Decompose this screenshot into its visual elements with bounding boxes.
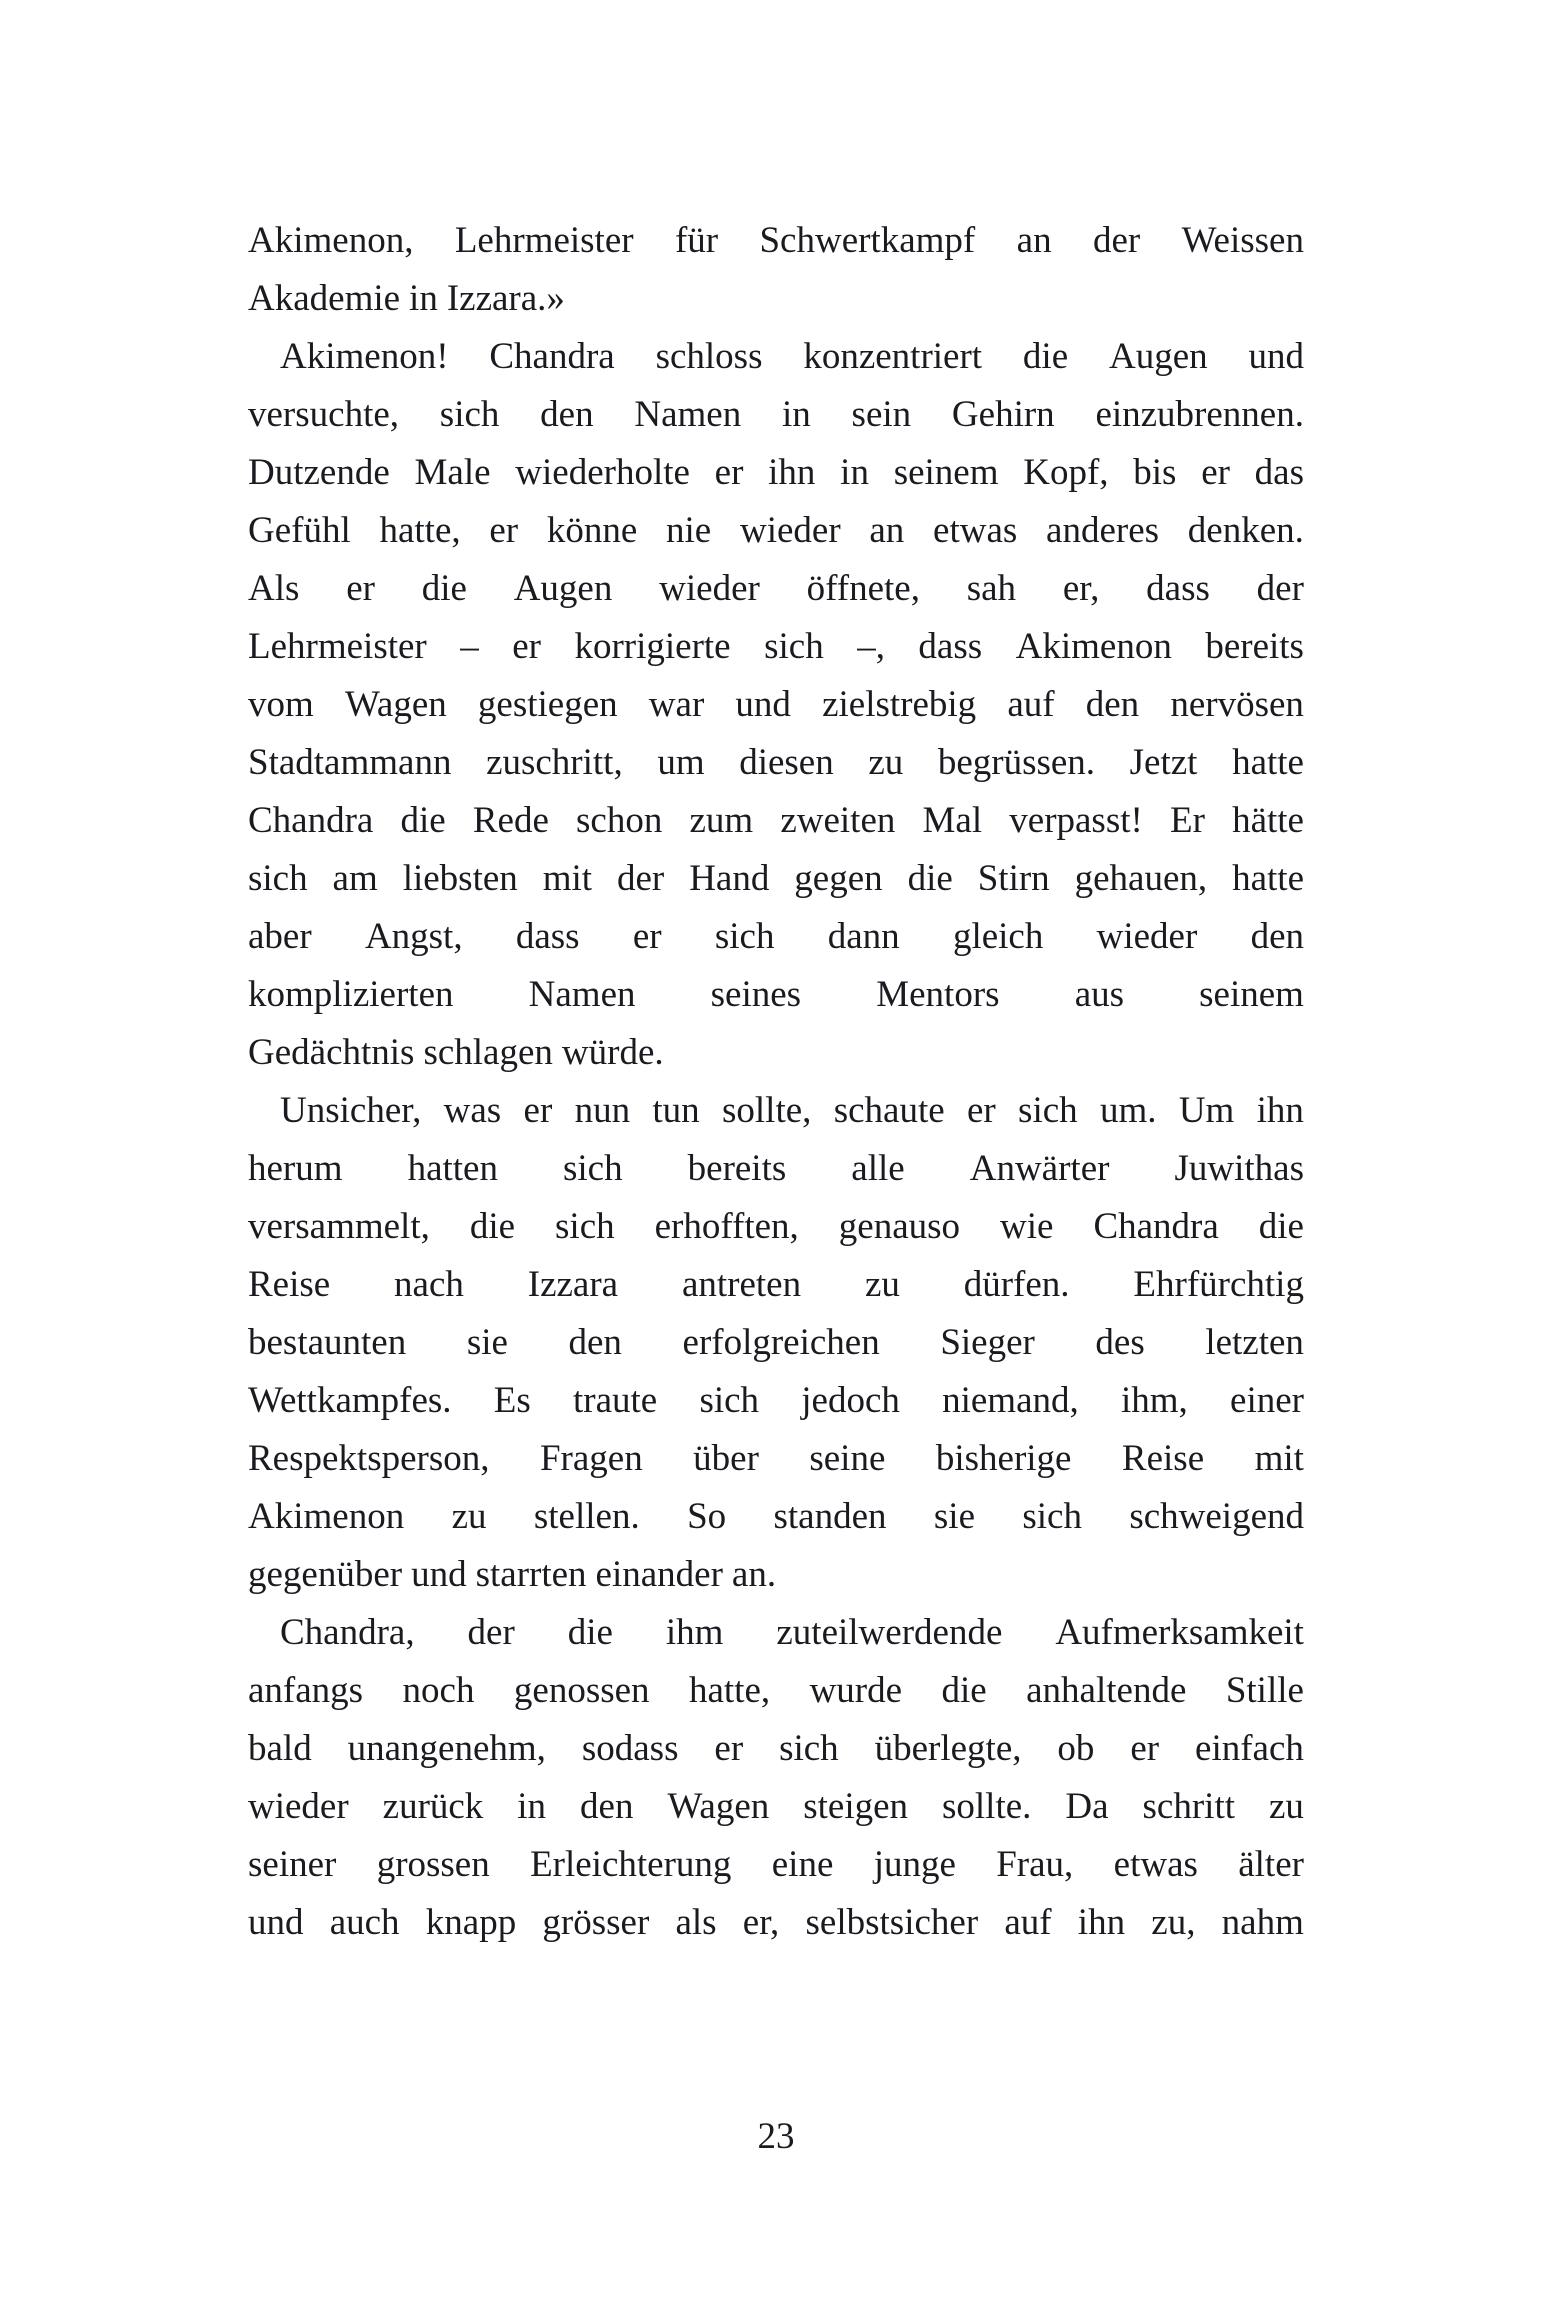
word: gegenüber: [248, 1554, 403, 1595]
word: schaute: [833, 1090, 945, 1131]
word: Namen: [528, 974, 636, 1015]
word: genauso: [838, 1206, 961, 1247]
word: unangenehm,: [347, 1728, 546, 1769]
word: So: [687, 1496, 727, 1537]
word: sich: [1018, 1090, 1078, 1131]
text-line: [248, 1836, 1304, 1894]
word: verpasst!: [1009, 800, 1143, 841]
word: den: [580, 1786, 634, 1827]
word: die: [941, 1670, 987, 1711]
word: Anwärter: [969, 1148, 1110, 1189]
text-line: [248, 908, 1304, 966]
word: Ehrfürchtig: [1133, 1264, 1304, 1305]
word: Augen: [513, 568, 613, 609]
word: ihn: [1077, 1902, 1126, 1943]
word: in: [409, 278, 438, 319]
word: Als: [248, 568, 300, 609]
word: an.: [731, 1554, 777, 1595]
word: in: [782, 394, 811, 435]
word: Reise: [248, 1264, 331, 1305]
word: ihm,: [1120, 1380, 1188, 1421]
word: der: [467, 1612, 515, 1653]
word: schloss: [655, 336, 763, 377]
word: Izzara: [527, 1264, 619, 1305]
word: um: [657, 742, 705, 783]
word: die: [469, 1206, 516, 1247]
word: hatte: [1232, 858, 1304, 899]
word: sollte.: [942, 1786, 1032, 1827]
word: er: [489, 510, 519, 551]
word: Schwertkampf: [759, 220, 976, 261]
word: öffnete,: [806, 568, 920, 609]
word: etwas: [1113, 1844, 1198, 1885]
text-line: [248, 966, 1304, 1024]
word: er: [523, 1090, 553, 1131]
text-line: [248, 1082, 1304, 1140]
word: erfolgreichen: [682, 1322, 880, 1363]
word: wieder: [739, 510, 841, 551]
word: Dutzende: [248, 452, 390, 493]
text-line: [248, 792, 1304, 850]
word: seines: [710, 974, 802, 1015]
word: Chandra: [489, 336, 615, 377]
text-line: [248, 1778, 1304, 1836]
word: er: [512, 626, 541, 667]
word: war: [648, 684, 705, 725]
word: er: [714, 452, 744, 493]
word: sich: [764, 626, 824, 667]
word: dass: [918, 626, 983, 667]
word: Chandra,: [280, 1612, 415, 1653]
word: hatte,: [379, 510, 461, 551]
text-line: [248, 1604, 1304, 1662]
word: Akimenon: [1015, 626, 1172, 667]
word: anderes: [1046, 510, 1160, 551]
word: wie: [1000, 1206, 1054, 1247]
word: Hand: [689, 858, 770, 899]
word: würde.: [561, 1032, 664, 1073]
word: er: [346, 568, 375, 609]
word: zuschritt,: [486, 742, 623, 783]
word: ihm: [665, 1612, 724, 1653]
word: Wettkampfes.: [248, 1380, 452, 1421]
word: der: [1256, 568, 1304, 609]
word: den: [568, 1322, 622, 1363]
word: auf: [1007, 684, 1055, 725]
word: wieder: [1096, 916, 1198, 957]
text-line: [248, 1488, 1304, 1546]
word: steigen: [803, 1786, 909, 1827]
word: Stirn: [977, 858, 1050, 899]
word: nun: [574, 1090, 631, 1131]
word: bereits: [1205, 626, 1304, 667]
word: was: [443, 1090, 502, 1131]
text-line: [248, 212, 1304, 270]
word: bestaunten: [248, 1322, 407, 1363]
word: schlagen: [423, 1032, 553, 1073]
word: niemand,: [942, 1380, 1079, 1421]
word: einer: [1230, 1380, 1304, 1421]
word: er: [632, 916, 662, 957]
word: Akimenon: [248, 1496, 405, 1537]
page-text: [248, 212, 1304, 1952]
word: Wagen: [667, 1786, 770, 1827]
word: die: [1022, 336, 1069, 377]
word: junge: [873, 1844, 956, 1885]
text-line: [248, 1314, 1304, 1372]
word: wurde: [809, 1670, 903, 1711]
word: Gedächtnis: [248, 1032, 415, 1073]
word: dürfen.: [963, 1264, 1070, 1305]
word: seiner: [248, 1844, 337, 1885]
word: Akimenon!: [280, 336, 449, 377]
word: in: [840, 452, 869, 493]
word: Respektsperson,: [248, 1438, 490, 1479]
word: seinem: [893, 452, 999, 493]
word: Unsicher,: [280, 1090, 422, 1131]
word: sodass: [581, 1728, 679, 1769]
word: auf: [1004, 1902, 1052, 1943]
word: alle: [851, 1148, 905, 1189]
word: sie: [933, 1496, 975, 1537]
word: Reise: [1121, 1438, 1205, 1479]
word: Stadtammann: [248, 742, 452, 783]
word: antreten: [681, 1264, 802, 1305]
word: als: [675, 1902, 717, 1943]
word: den: [540, 394, 594, 435]
word: sich: [439, 394, 500, 435]
word: Er: [1169, 800, 1205, 841]
word: Erleichterung: [530, 1844, 732, 1885]
word: aber: [248, 916, 312, 957]
word: knapp: [425, 1902, 517, 1943]
word: Lehrmeister: [454, 220, 634, 261]
text-line: [248, 734, 1304, 792]
word: auch: [329, 1902, 400, 1943]
word: hatte,: [688, 1670, 771, 1711]
word: Gefühl: [248, 510, 351, 551]
text-line: [248, 1198, 1304, 1256]
word: Akimenon,: [248, 220, 414, 261]
word: und: [1248, 336, 1304, 377]
text-line: [248, 676, 1304, 734]
word: dann: [827, 916, 900, 957]
word: Wagen: [344, 684, 447, 725]
word: nach: [394, 1264, 464, 1305]
word: einander: [595, 1554, 723, 1595]
word: Kopf,: [1023, 452, 1109, 493]
word: zu: [1268, 1786, 1304, 1827]
word: tun: [652, 1090, 700, 1131]
word: Chandra: [1093, 1206, 1219, 1247]
word: sie: [466, 1322, 508, 1363]
word: er: [714, 1728, 744, 1769]
word: Gehirn: [951, 394, 1055, 435]
word: stellen.: [533, 1496, 640, 1537]
word: sollte,: [721, 1090, 812, 1131]
text-line: [248, 386, 1304, 444]
word: sich: [699, 1380, 760, 1421]
word: gleich: [952, 916, 1044, 957]
word: zu: [868, 742, 904, 783]
word: die: [421, 568, 467, 609]
word: Es: [493, 1380, 531, 1421]
word: Jetzt: [1129, 742, 1198, 783]
word: nervösen: [1170, 684, 1304, 725]
word: Lehrmeister: [248, 626, 427, 667]
word: selbstsicher: [805, 1902, 979, 1943]
word: starrten: [475, 1554, 587, 1595]
word: Weissen: [1181, 220, 1304, 261]
word: erhofften,: [654, 1206, 799, 1247]
word: sich: [563, 1148, 623, 1189]
word: diesen: [739, 742, 834, 783]
word: hatten: [407, 1148, 498, 1189]
word: schritt: [1142, 1786, 1235, 1827]
word: schweigend: [1129, 1496, 1304, 1537]
word: um.: [1099, 1090, 1157, 1131]
word: über: [693, 1438, 759, 1479]
word: sah: [966, 568, 1017, 609]
word: letzten: [1205, 1322, 1304, 1363]
text-line: [248, 1024, 1304, 1082]
word: den: [1085, 684, 1140, 725]
word: und: [735, 684, 791, 725]
word: wieder: [248, 1786, 349, 1827]
word: das: [1254, 452, 1304, 493]
text-line: [248, 850, 1304, 908]
word: Juwithas: [1174, 1148, 1304, 1189]
word: Mal: [922, 800, 983, 841]
word: anhaltende: [1026, 1670, 1187, 1711]
word: zweiten: [780, 800, 896, 841]
word: Rede: [472, 800, 549, 841]
word: konzentriert: [803, 336, 983, 377]
word: die: [907, 858, 953, 899]
word: er: [966, 1090, 996, 1131]
word: standen: [773, 1496, 887, 1537]
word: nie: [666, 510, 712, 551]
word: ihn: [768, 452, 816, 493]
word: grossen: [376, 1844, 490, 1885]
word: könne: [546, 510, 638, 551]
word: zuteilwerdende: [776, 1612, 1003, 1653]
text-line: [248, 560, 1304, 618]
word: überlegte,: [874, 1728, 1022, 1769]
word: zum: [689, 800, 754, 841]
word: nahm: [1221, 1902, 1304, 1943]
word: denken.: [1187, 510, 1304, 551]
word: liebsten: [402, 858, 518, 899]
word: mit: [542, 858, 593, 899]
word: der: [1092, 220, 1141, 261]
word: dass: [1146, 568, 1210, 609]
word: sich: [248, 858, 308, 899]
word: Stille: [1225, 1670, 1304, 1711]
word: –: [460, 626, 479, 667]
word: und: [411, 1554, 467, 1595]
word: bis: [1133, 452, 1177, 493]
word: aus: [1074, 974, 1125, 1015]
word: –,: [857, 626, 885, 667]
word: an: [1016, 220, 1052, 261]
word: hatte: [1232, 742, 1304, 783]
word: die: [567, 1612, 613, 1653]
word: zielstrebig: [822, 684, 977, 725]
word: sein: [851, 394, 912, 435]
word: in: [517, 1786, 547, 1827]
text-line: [248, 1546, 1304, 1604]
word: grösser: [542, 1902, 650, 1943]
word: er,: [742, 1902, 780, 1943]
word: der: [617, 858, 665, 899]
word: schon: [576, 800, 663, 841]
word: ihn: [1256, 1090, 1304, 1131]
word: bald: [248, 1728, 312, 1769]
word: seine: [809, 1438, 886, 1479]
word: sich: [555, 1206, 615, 1247]
word: sich: [1022, 1496, 1082, 1537]
word: komplizierten: [248, 974, 454, 1015]
word: gehauen,: [1074, 858, 1208, 899]
word: die: [400, 800, 446, 841]
word: Izzara.»: [446, 278, 565, 319]
word: Augen: [1108, 336, 1208, 377]
word: Sieger: [940, 1322, 1035, 1363]
word: wiederholte: [515, 452, 690, 493]
word: sich: [779, 1728, 839, 1769]
word: herum: [248, 1148, 343, 1189]
word: des: [1095, 1322, 1145, 1363]
text-line: [248, 1256, 1304, 1314]
text-line: [248, 1662, 1304, 1720]
word: ob: [1057, 1728, 1095, 1769]
word: etwas: [933, 510, 1018, 551]
text-line: [248, 270, 1304, 328]
text-line: [248, 618, 1304, 676]
word: eine: [771, 1844, 834, 1885]
word: bereits: [687, 1148, 787, 1189]
text-line: [248, 502, 1304, 560]
text-line: [248, 1372, 1304, 1430]
text-line: [248, 328, 1304, 386]
text-line: [248, 1430, 1304, 1488]
word: Mentors: [876, 974, 1000, 1015]
word: Angst,: [364, 916, 463, 957]
text-line: [248, 1720, 1304, 1778]
word: Fragen: [539, 1438, 643, 1479]
word: zu: [864, 1264, 900, 1305]
word: und: [248, 1902, 304, 1943]
word: vom: [248, 684, 314, 725]
word: hätte: [1232, 800, 1304, 841]
word: zurück: [382, 1786, 484, 1827]
word: an: [869, 510, 905, 551]
word: Aufmerksamkeit: [1055, 1612, 1304, 1653]
word: die: [1258, 1206, 1304, 1247]
word: für: [674, 220, 719, 261]
text-line: [248, 444, 1304, 502]
word: wieder: [659, 568, 760, 609]
word: zu,: [1151, 1902, 1196, 1943]
word: seinem: [1199, 974, 1304, 1015]
word: einfach: [1195, 1728, 1304, 1769]
text-line: [248, 1894, 1304, 1952]
word: er: [1130, 1728, 1160, 1769]
word: jedoch: [801, 1380, 900, 1421]
word: korrigierte: [574, 626, 731, 667]
page-number: 23: [757, 2116, 795, 2157]
word: sich: [714, 916, 775, 957]
word: begrüssen.: [937, 742, 1096, 783]
text-line: [248, 1140, 1304, 1198]
word: dass: [515, 916, 580, 957]
word: mit: [1254, 1438, 1304, 1479]
word: noch: [402, 1670, 475, 1711]
word: traute: [572, 1380, 658, 1421]
word: Frau,: [996, 1844, 1074, 1885]
word: versuchte,: [248, 394, 400, 435]
word: gestiegen: [477, 684, 618, 725]
word: Da: [1065, 1786, 1109, 1827]
word: Akademie: [248, 278, 401, 319]
word: versammelt,: [248, 1206, 430, 1247]
word: bisherige: [935, 1438, 1072, 1479]
word: gegen: [794, 858, 883, 899]
word: Chandra: [248, 800, 374, 841]
word: Male: [414, 452, 491, 493]
word: den: [1250, 916, 1304, 957]
word: zu: [451, 1496, 487, 1537]
word: er: [1201, 452, 1230, 493]
word: genossen: [513, 1670, 650, 1711]
word: Namen: [634, 394, 742, 435]
word: einzubrennen.: [1095, 394, 1304, 435]
word: älter: [1238, 1844, 1304, 1885]
word: Um: [1178, 1090, 1235, 1131]
word: er,: [1062, 568, 1100, 609]
word: am: [332, 858, 378, 899]
word: anfangs: [248, 1670, 364, 1711]
